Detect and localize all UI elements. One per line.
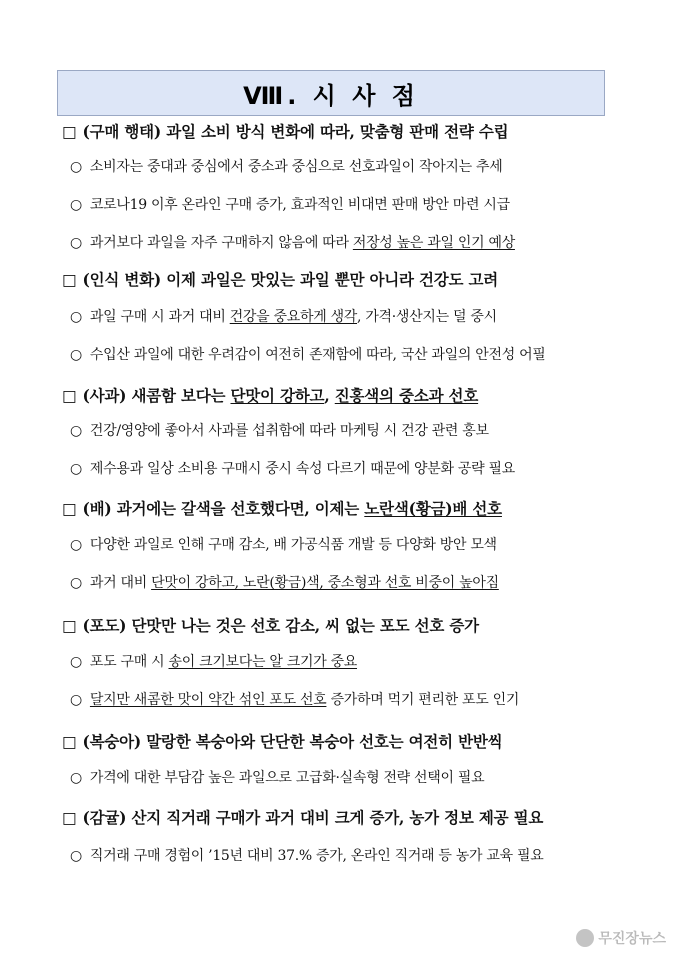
square-bullet-icon: □	[62, 387, 77, 405]
text-run: ,	[324, 386, 335, 405]
square-bullet-icon: □	[62, 271, 77, 289]
bullet-item	[70, 689, 519, 709]
square-bullet-icon: □	[62, 500, 77, 518]
circle-bullet-icon: ○	[70, 461, 82, 477]
text-run: (배) 과거에는 갈색을 선호했다면, 이제는	[82, 499, 365, 518]
section-title-box	[57, 70, 605, 116]
bullet-item	[70, 845, 543, 865]
bullet-item	[70, 420, 489, 440]
underlined-text: 단맛이 강하고	[230, 386, 325, 405]
text-run: 증가하며 먹기 편리한 포도 인기	[326, 692, 520, 708]
section-heading	[62, 730, 502, 752]
bullet-item	[70, 534, 497, 554]
bullet-item	[70, 767, 484, 787]
watermark-logo-icon	[576, 929, 594, 947]
circle-bullet-icon: ○	[70, 197, 82, 213]
circle-bullet-icon: ○	[70, 692, 82, 708]
text-run: 수입산 과일에 대한 우려감이 여전히 존재함에 따라, 국산 과일의 안전성 어필	[89, 347, 546, 363]
underlined-text: 단맛이 강하고, 노란(황금)색, 중소형과 선호 비중이 높아짐	[151, 575, 499, 591]
bullet-item	[70, 458, 515, 478]
text-run: (인식 변화) 이제 과일은 맛있는 과일 뿐만 아니라 건강도 고려	[82, 270, 499, 289]
text-run: 건강/영양에 좋아서 사과를 섭취함에 따라 마케팅 시 건강 관련 홍보	[89, 423, 489, 439]
text-run: 과거보다 과일을 자주 구매하지 않음에 따라	[89, 235, 353, 251]
bullet-item	[70, 156, 502, 176]
circle-bullet-icon: ○	[70, 654, 82, 670]
text-run: 다양한 과일로 인해 구매 감소, 배 가공식품 개발 등 다양화 방안 모색	[89, 537, 497, 553]
section-heading	[62, 614, 479, 636]
underlined-text: 저장성 높은 과일 인기 예상	[352, 235, 515, 251]
square-bullet-icon: □	[62, 809, 77, 827]
circle-bullet-icon: ○	[70, 770, 82, 786]
section-heading	[62, 268, 498, 290]
text-run: 가격에 대한 부담감 높은 과일으로 고급화·실속형 전략 선택이 필요	[89, 770, 485, 786]
section-heading	[62, 384, 478, 406]
text-run: (감귤) 산지 직거래 구매가 과거 대비 크게 증가, 농가 정보 제공 필요	[82, 808, 544, 827]
circle-bullet-icon: ○	[70, 537, 82, 553]
circle-bullet-icon: ○	[70, 575, 82, 591]
square-bullet-icon: □	[62, 123, 77, 141]
text-run: (포도) 단맛만 나는 것은 선호 감소, 씨 없는 포도 선호 증가	[82, 616, 479, 635]
bullet-item	[70, 232, 515, 252]
circle-bullet-icon: ○	[70, 347, 82, 363]
underlined-text: 건강을 중요하게 생각	[229, 309, 358, 325]
underlined-text: 송이 크기보다는 알 크기가 중요	[168, 654, 358, 670]
underlined-text: 진홍색의 중소과 선호	[334, 386, 479, 405]
text-run: 제수용과 일상 소비용 구매시 중시 속성 다르기 때문에 양분화 공략 필요	[89, 461, 515, 477]
text-run: 직거래 구매 경험이 ’15년 대비 37.% 증가, 온라인 직거래 등 농가 교육 필요	[89, 848, 544, 864]
bullet-item	[70, 306, 497, 326]
watermark-text: 무진장뉴스	[598, 931, 666, 947]
section-heading	[62, 497, 502, 519]
bullet-item	[70, 344, 546, 364]
page-title: Ⅷ. 시 사 점	[243, 81, 419, 110]
circle-bullet-icon: ○	[70, 235, 82, 251]
bullet-item	[70, 194, 510, 214]
bullet-item	[70, 651, 357, 671]
text-run: (구매 행태) 과일 소비 방식 변화에 따라, 맞춤형 판매 전략 수립	[82, 122, 509, 141]
section-heading	[62, 120, 508, 142]
text-run: , 가격·생산지는 덜 중시	[357, 309, 497, 325]
text-run: 소비자는 중대과 중심에서 중소과 중심으로 선호과일이 작아지는 추세	[89, 159, 503, 175]
text-run: 포도 구매 시	[89, 654, 169, 670]
text-run: 과일 구매 시 과거 대비	[89, 309, 230, 325]
text-run: 코로나19 이후 온라인 구매 증가, 효과적인 비대면 판매 방안 마련 시급	[89, 197, 510, 213]
circle-bullet-icon: ○	[70, 423, 82, 439]
text-run: (복숭아) 말랑한 복숭아와 단단한 복숭아 선호는 여전히 반반씩	[82, 732, 503, 751]
section-heading	[62, 806, 543, 828]
underlined-text: 달지만 새콤한 맛이 약간 섞인 포도 선호	[89, 692, 327, 708]
bullet-item	[70, 572, 499, 592]
circle-bullet-icon: ○	[70, 309, 82, 325]
text-run: 과거 대비	[89, 575, 152, 591]
circle-bullet-icon: ○	[70, 159, 82, 175]
underlined-text: 노란색(황금)배 선호	[364, 499, 502, 518]
square-bullet-icon: □	[62, 617, 77, 635]
circle-bullet-icon: ○	[70, 848, 82, 864]
square-bullet-icon: □	[62, 733, 77, 751]
watermark	[576, 928, 666, 948]
text-run: (사과) 새콤함 보다는	[82, 386, 231, 405]
